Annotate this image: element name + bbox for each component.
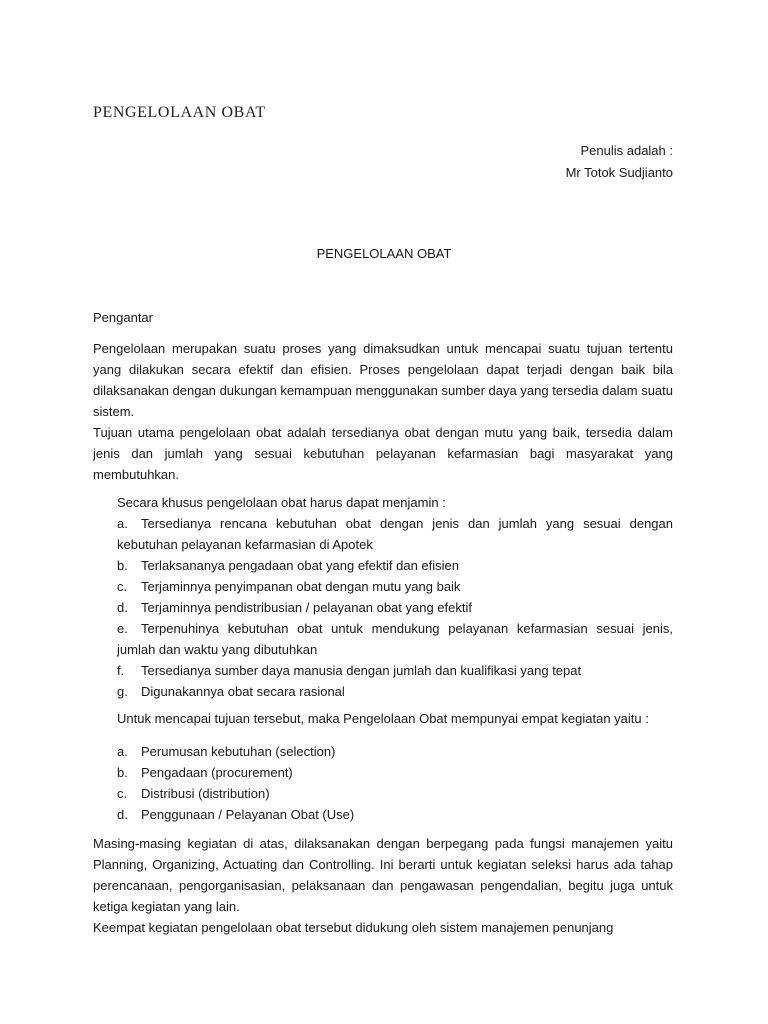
requirements-list <box>117 513 673 702</box>
list-item-text: Pengadaan (procurement) <box>141 765 293 780</box>
list-item <box>117 597 673 618</box>
list-marker: g. <box>117 684 128 699</box>
list-item <box>117 513 673 555</box>
list-item <box>117 741 673 762</box>
author-label: Penulis adalah : <box>580 143 673 158</box>
document-body <box>93 307 673 938</box>
list-item <box>117 681 673 702</box>
list-item <box>117 555 673 576</box>
list-item-text: Terjaminnya pendistribusian / pelayanan obat yang efektif <box>141 600 472 615</box>
list-marker: d. <box>117 807 128 822</box>
list-item <box>117 660 673 681</box>
list-item-text: Terpenuhinya kebutuhan obat untuk mendukung pelayanan kefarmasian sesuai jenis, jumlah dan waktu yang dibutuhkan <box>117 621 673 657</box>
list-marker: c. <box>117 786 128 801</box>
list-marker: b. <box>117 558 128 573</box>
list-item <box>117 762 673 783</box>
list-item-text: Perumusan kebutuhan (selection) <box>141 744 336 759</box>
list-item <box>117 618 673 660</box>
list-item-text: Distribusi (distribution) <box>141 786 270 801</box>
list-item-text: Digunakannya obat secara rasional <box>141 684 345 699</box>
list-marker: f. <box>117 663 125 678</box>
list-marker: a. <box>117 516 128 531</box>
paragraph: Pengelolaan merupakan suatu proses yang dimaksudkan untuk mencapai suatu tujuan tertentu yang dilakukan secara efektif dan efisien. Proses pengelolaan dapat terjadi dengan baik bila dilaksanakan dengan dukungan kemampuan menggunakan sumber daya yang tersedia dalam suatu sistem. <box>93 341 673 419</box>
paragraph: Masing-masing kegiatan di atas, dilaksanakan dengan berpegang pada fungsi manajemen yaitu Planning, Organizing, Actuating dan Controlling. Ini berarti untuk kegiatan seleksi harus ada tahap perencanaan, pengorganisasian, pelaksanaan dan pengawasan pengendalian, begitu juga untuk ketiga kegiatan yang lain. <box>93 836 673 914</box>
paragraph: Keempat kegiatan pengelolaan obat tersebut didukung oleh sistem manajemen penunjang <box>93 920 614 935</box>
list-intro: Secara khusus pengelolaan obat harus dapat menjamin : <box>117 495 446 510</box>
list-item <box>117 576 673 597</box>
list-marker: a. <box>117 744 128 759</box>
section-heading: Pengantar <box>93 310 153 325</box>
list-item-text: Tersedianya rencana kebutuhan obat dengan jenis dan jumlah yang sesuai dengan kebutuhan pelayanan kefarmasian di Apotek <box>117 516 673 552</box>
list-marker: c. <box>117 579 128 594</box>
list-item-text: Terjaminnya penyimpanan obat dengan mutu yang baik <box>141 579 461 594</box>
list-item <box>117 804 673 825</box>
list-item-text: Tersedianya sumber daya manusia dengan jumlah dan kualifikasi yang tepat <box>141 663 582 678</box>
activities-list <box>117 741 673 825</box>
list-item-text: Penggunaan / Pelayanan Obat (Use) <box>141 807 355 822</box>
requirements-list-block <box>93 492 673 825</box>
list-item-text: Terlaksananya pengadaan obat yang efektif dan efisien <box>141 558 460 573</box>
section-title: PENGELOLAAN OBAT <box>316 246 452 261</box>
paragraph: Tujuan utama pengelolaan obat adalah tersedianya obat dengan mutu yang baik, tersedia dalam jenis dan jumlah yang sesuai kebutuhan pelayanan kefarmasian bagi masyarakat yang membutuhkan. <box>93 425 673 482</box>
author-block <box>566 140 673 184</box>
list-marker: d. <box>117 600 128 615</box>
list-marker: b. <box>117 765 128 780</box>
list-marker: e. <box>117 621 128 636</box>
list-intro: Untuk mencapai tujuan tersebut, maka Pengelolaan Obat mempunyai empat kegiatan yaitu : <box>117 711 649 726</box>
author-name: Mr Totok Sudjianto <box>565 165 673 180</box>
document-title: PENGELOLAAN OBAT <box>93 104 266 121</box>
list-item <box>117 783 673 804</box>
